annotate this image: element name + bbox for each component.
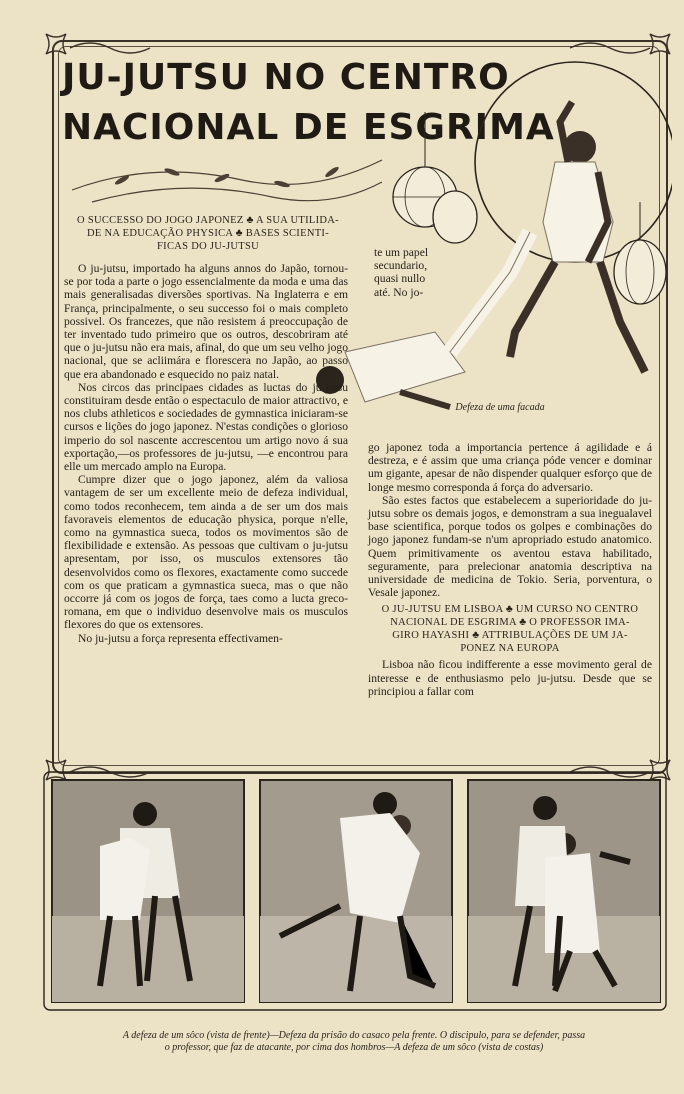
section-subhead-2 [368, 603, 652, 655]
photo-1 [52, 780, 244, 1002]
photo-2 [260, 780, 452, 1002]
subhead2-line1: O JU-JUTSU EM LISBOA ♣ UM CURSO NO CENTRO [381, 604, 639, 616]
title-line-2: NACIONAL DE ESGRIMA [62, 107, 555, 148]
subhead1-line2: DE NA EDUCAÇÃO PHYSICA ♣ BASES SCIENTI- [86, 228, 330, 239]
subhead1-line3: FICAS DO JU-JUTSU [157, 241, 259, 252]
left-paragraph-2: Nos circos das principaes cidades as luctas do ju-jutsu constituiram desde então o espectaculo de maior attractivo, e nos clubs athleticos e sociedades de gymnastica iniciaram-se cursos e lições do jogo japonez. N'estas condições o glorioso imperio do sol nascente accrescentou um artigo novo á sua exportação,—os professores de ju-jutsu, —e encontrou para elle um mercado amplo na Europa. [64, 380, 348, 474]
photo-3 [468, 780, 660, 1002]
right-column [368, 441, 652, 698]
wrap-line-3: quasi nullo [374, 272, 426, 286]
photo-caption-line-1: A defeza de um sôco (vista de frente)—Defeza da prisão do casaco pela frente. O discipulo, para se defender, passa [122, 1030, 586, 1041]
subhead2-line3: GIRO HAYASHI ♣ ATTRIBULAÇÕES DE UM JA- [392, 630, 628, 642]
left-column [64, 262, 348, 645]
right-paragraph-1: go japonez toda a importancia pertence á agilidade e á destreza, e é assim que uma criança póde vencer e dominar um gigante, apesar de não dispender qualquer esforço que de longe mesmo corresponda á força do adversario. [368, 441, 652, 494]
right-paragraph-3: Lisboa não ficou indifferente a esse movimento geral de interesse e de enthusiasmo pelo ju-jutsu. Desde que se principiou a fallar com [368, 658, 652, 698]
paper-lantern-left [393, 112, 477, 243]
subhead1-line1: O SUCCESSO DO JOGO JAPONEZ ♣ A SUA UTILIDA- [77, 215, 339, 226]
wrap-line-2: secundario, [374, 259, 428, 273]
title-line-1: JU-JUTSU NO CENTRO [62, 57, 510, 98]
photo-strip [40, 766, 670, 1016]
defence-knife-illustration [300, 52, 672, 424]
wrap-line-1: te um papel [374, 246, 429, 259]
left-paragraph-3: Cumpre dizer que o jogo japonez, além da valiosa vantagem de ser um excellente meio de defeza individual, como todos reconhecem, tem ainda a de ser um dos mais favoraveis elementos de educação physica, porque n'elle, como na gymnastica sueca, todos os movimentos são de flexibilidade e extensão. As pessoas que cultivam o ju-jutsu apresentam, por isso, os musculos extensores tão desenvolvidos como os flexores, exactamente como succede com os que praticam a gymnastica sueca, mas o que não occorre já com os jogos de força, taes como a lucta greco-romana, em que o individuo desenvolve mais os musculos flexores do que os extensores. [64, 473, 348, 632]
subhead2-line2: NACIONAL DE ESGRIMA ♣ O PROFESSOR IMA- [390, 617, 630, 629]
photo-caption-line-2: o professor, que faz de atacante, por cima dos hombros—A defeza de um sôco (vista de costas) [164, 1042, 544, 1053]
wrap-line-4: até. No jo- [374, 285, 424, 299]
left-paragraph-1: O ju-jutsu, importado ha alguns annos do Japão, tornou-se por toda a parte o jogo essencialmente da moda e uma das mais generalisadas diversões sportivas. Na Inglaterra e em França, principalmente, o seu successo foi o mais completo possivel. Os francezes, que não resistem á preoccupação de ter inventado tudo primeiro que os outros, descobriram até que o ju-jutsu não era mais, afinal, do que um seu velho jogo nacional, que se acliimára e florescera no Japão, ao passo que era abandonado e esquecido no paiz natal. [64, 262, 348, 381]
left-paragraph-4: No ju-jutsu a força representa effectivamen- [78, 631, 283, 645]
wrap-text [374, 246, 442, 299]
photo-caption [40, 1030, 668, 1054]
figure-caption: Defeza de uma facada [455, 402, 545, 413]
section-subhead-1 [62, 214, 354, 253]
right-paragraph-2: São estes factos que estabelecem a superioridade do ju-jutsu sobre os demais jogos, e demonstram a sua inegualavel base scientifica, porque todos os golpes e combinações do jogo japonez fundam-se n'um apropriado estudo anatomico. Quem primitivamente os aventou estava habilitado, seguramente, para prelecionar anatomia descriptiva na universidade de medicina de Tokio. Seria, porventura, o Vesale japonez. [368, 493, 652, 600]
subhead2-line4: PONEZ NA EUROPA [460, 643, 560, 655]
